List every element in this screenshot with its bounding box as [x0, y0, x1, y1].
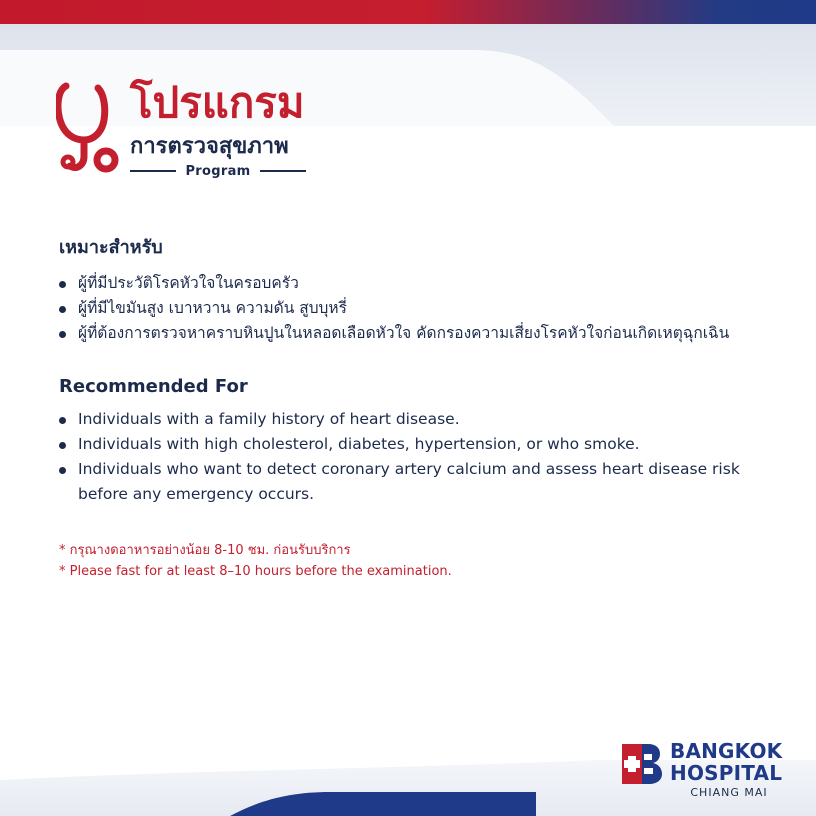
list-item	[59, 407, 776, 432]
list-item-text: ผู้ที่ต้องการตรวจหาคราบหินปูนในหลอดเลือดหัวใจ คัดกรองความเสี่ยงโรคหัวใจก่อนเกิดเหตุฉุกเฉิน	[78, 324, 730, 342]
divider-left	[130, 170, 176, 172]
note-english: * Please fast for at least 8–10 hours before the examination.	[59, 564, 452, 579]
list-item	[59, 271, 776, 296]
section-title-thai: เหมาะสำหรับ	[59, 237, 163, 258]
bullet-icon	[59, 442, 66, 449]
list-item	[59, 321, 776, 346]
recommended-english-section	[59, 376, 776, 507]
bullet-list-thai	[59, 271, 776, 346]
list-item	[59, 432, 776, 457]
bullet-icon	[59, 467, 66, 474]
stethoscope-icon	[56, 78, 124, 178]
logo-line-1: BANGKOK	[670, 739, 783, 763]
bullet-icon	[59, 306, 66, 313]
divider-right	[260, 170, 306, 172]
logo-wordmark	[670, 740, 782, 784]
program-label-row	[130, 162, 306, 180]
bullet-icon	[59, 281, 66, 288]
bullet-icon	[59, 331, 66, 338]
logo-branch: CHIANG MAI	[690, 786, 768, 799]
list-item-text: ผู้ที่มีประวัติโรคหัวใจในครอบครัว	[78, 274, 299, 292]
section-title-english: Recommended For	[59, 376, 248, 397]
list-item	[59, 296, 776, 321]
list-item	[59, 457, 776, 507]
recommended-thai-section	[59, 232, 776, 346]
bullet-icon	[59, 417, 66, 424]
note-thai: * กรุณางดอาหารอย่างน้อย 8-10 ชม. ก่อนรับบริการ	[59, 543, 351, 558]
program-label: Program	[185, 163, 251, 179]
bangkok-hospital-logo-mark	[622, 744, 662, 784]
title-thai: โปรแกรม	[130, 78, 305, 127]
fasting-notes	[59, 540, 452, 582]
list-item-text: ผู้ที่มีไขมันสูง เบาหวาน ความดัน สูบบุหรี่	[78, 299, 347, 317]
list-item-text: Individuals with a family history of heart disease.	[78, 410, 460, 428]
subtitle-thai: การตรวจสุขภาพ	[130, 134, 289, 159]
list-item-text: Individuals who want to detect coronary artery calcium and assess heart disease risk before any emergency occurs.	[78, 460, 740, 503]
bangkok-hospital-logo	[622, 740, 794, 804]
logo-line-2: HOSPITAL	[670, 761, 783, 785]
bullet-list-english	[59, 407, 776, 507]
list-item-text: Individuals with high cholesterol, diabetes, hypertension, or who smoke.	[78, 435, 640, 453]
